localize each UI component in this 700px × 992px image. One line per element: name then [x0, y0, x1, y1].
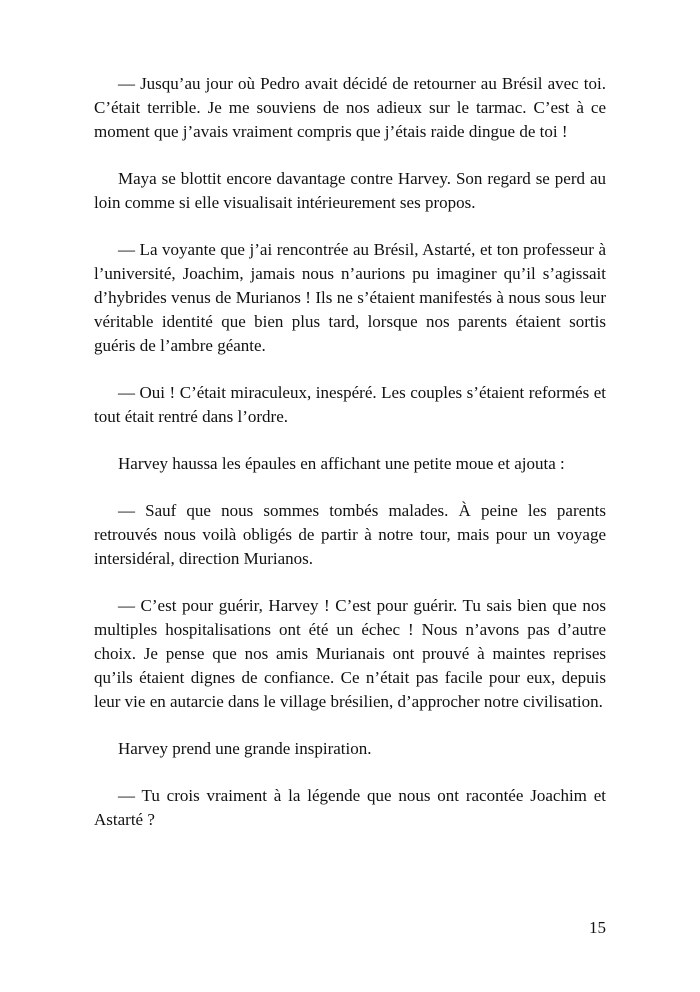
paragraph: Maya se blottit encore davantage contre Harvey. Son regard se perd au loin comme si elle visualisait intérieurement ses propos.: [94, 169, 606, 212]
paragraph: Harvey haussa les épaules en affichant une petite moue et ajouta :: [118, 454, 565, 473]
paragraph: — Oui ! C’était miraculeux, inespéré. Les couples s’étaient reformés et tout était rentré dans l’ordre.: [94, 383, 606, 426]
paragraph: — C’est pour guérir, Harvey ! C’est pour guérir. Tu sais bien que nos multiples hospitalisations ont été un échec ! Nous n’avons pas d’autre choix. Je pense que nos amis Murianais ont prouvé à maintes reprises qu’ils étaient dignes de confiance. Ce n’était pas facile pour eux, depuis leur vie en autarcie dans le village brésilien, d’approcher notre civilisation.: [94, 596, 606, 711]
paragraph: — Tu crois vraiment à la légende que nous ont racontée Joachim et Astarté ?: [94, 786, 606, 829]
page-number: 15: [589, 918, 606, 937]
paragraph: Harvey prend une grande inspiration.: [118, 739, 372, 758]
paragraph: — Jusqu’au jour où Pedro avait décidé de retourner au Brésil avec toi. C’était terrible. Je me souviens de nos adieux sur le tarmac. C’est à ce moment que j’avais vraiment compris que j’étais raide dingue de toi !: [94, 74, 606, 141]
paragraph: — Sauf que nous sommes tombés malades. À peine les parents retrouvés nous voilà obligés de partir à notre tour, mais pour un voyage intersidéral, direction Murianos.: [94, 501, 606, 568]
page-body: [94, 72, 606, 855]
paragraph: — La voyante que j’ai rencontrée au Brésil, Astarté, et ton professeur à l’université, Joachim, jamais nous n’aurions pu imaginer qu’il s’agissait d’hybrides venus de Murianos ! Ils ne s’étaient manifestés à nous sous leur véritable identité que bien plus tard, lorsque nos parents étaient sortis guéris de l’ambre géante.: [94, 240, 606, 355]
